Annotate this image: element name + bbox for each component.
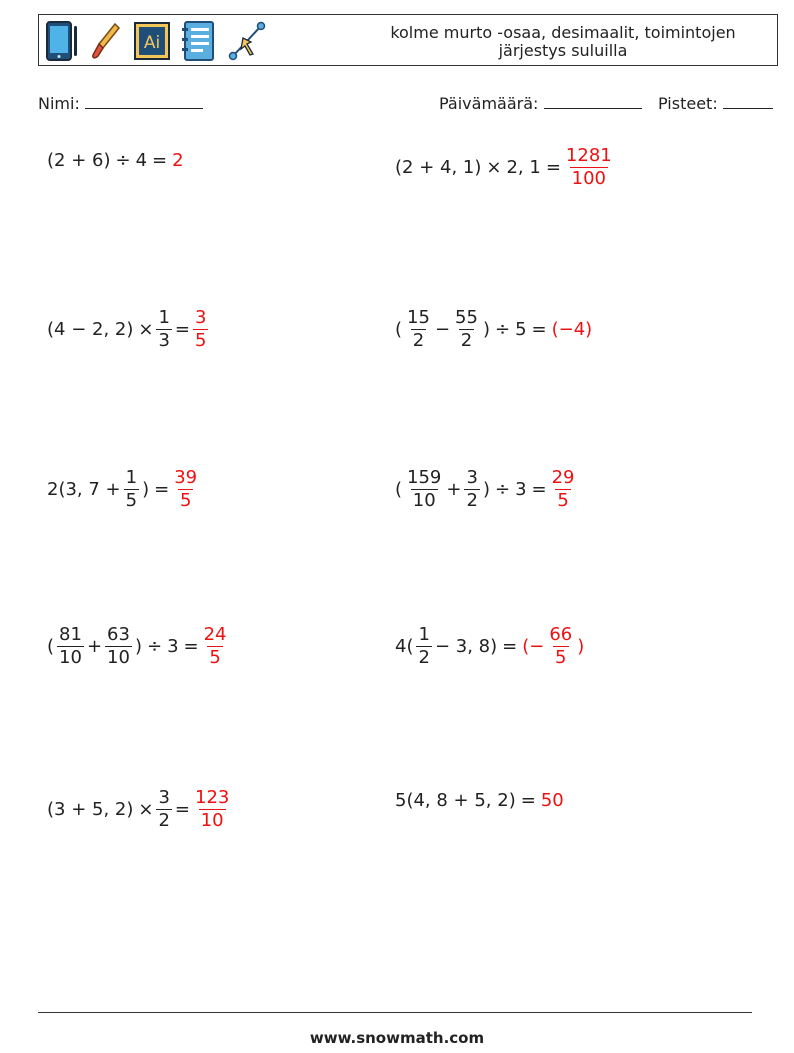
p3-answer-denominator: 5	[195, 330, 207, 351]
p8-equals: =	[502, 636, 518, 657]
p4-inner-operator: −	[434, 319, 451, 340]
p2-expression: (2 + 4, 1)	[395, 157, 482, 178]
p4-close-paren: )	[482, 319, 490, 340]
p4-fraction-1	[405, 308, 432, 351]
p8-answer-close: )	[577, 636, 585, 657]
p6-equals: =	[531, 479, 547, 500]
svg-text:Ai: Ai	[143, 33, 161, 53]
problem-5	[47, 468, 202, 511]
p7-equals: =	[183, 636, 199, 657]
p1-equals: =	[152, 150, 168, 171]
problem-9	[47, 788, 234, 831]
page-title	[363, 24, 763, 60]
problem-2	[395, 146, 617, 189]
p4-fraction-2	[453, 308, 480, 351]
p2-equals: =	[545, 157, 561, 178]
p7-open-paren: (	[47, 636, 55, 657]
p6-fraction-2-denominator: 2	[466, 490, 478, 511]
p7-answer-denominator: 5	[209, 647, 221, 668]
p4-fraction-1-denominator: 2	[412, 330, 425, 351]
p5-expression: 2(3, 7 +	[47, 479, 121, 500]
p8-answer-denominator: 5	[555, 647, 567, 668]
p10-equals: =	[520, 790, 536, 811]
p6-answer-denominator: 5	[557, 490, 569, 511]
p7-answer-numerator: 24	[203, 624, 227, 645]
p4-fraction-1-numerator: 15	[407, 307, 430, 328]
p9-fraction	[156, 788, 171, 831]
p3-answer	[193, 308, 208, 351]
p10-expression: 5(4, 8 + 5, 2)	[395, 790, 516, 811]
p3-operator: ×	[138, 319, 154, 340]
p6-close-paren: )	[482, 479, 490, 500]
p8-fraction-numerator: 1	[418, 624, 430, 645]
p6-operand: 3	[515, 479, 527, 500]
p7-answer	[202, 625, 229, 668]
name-label: Nimi:	[38, 94, 80, 113]
p6-fraction-2-numerator: 3	[466, 467, 478, 488]
problem-1	[47, 150, 184, 171]
p7-fraction-1-numerator: 81	[59, 624, 82, 645]
p9-fraction-numerator: 3	[158, 787, 170, 808]
p7-inner-operator: +	[86, 636, 103, 657]
p7-fraction-2-numerator: 63	[107, 624, 130, 645]
date-field	[439, 94, 642, 113]
problem-8	[395, 625, 584, 668]
date-label: Päivämäärä:	[439, 94, 539, 113]
p1-answer: 2	[172, 150, 184, 171]
p7-fraction-1	[57, 625, 84, 668]
p5-answer	[172, 468, 199, 511]
problem-6	[395, 468, 580, 511]
p2-answer-denominator: 100	[571, 168, 606, 189]
p10-answer: 50	[540, 790, 564, 811]
tablet-icon	[45, 20, 79, 62]
p5-equals: =	[154, 479, 170, 500]
p7-operand: 3	[167, 636, 179, 657]
p9-answer	[193, 788, 231, 831]
p4-fraction-2-numerator: 55	[455, 307, 478, 328]
title-line-1: kolme murto -osaa, desimaalit, toimintojen	[390, 23, 736, 42]
footer-divider	[38, 1012, 752, 1013]
p3-fraction	[156, 308, 171, 351]
notebook-icon	[181, 20, 217, 62]
header-box	[38, 14, 778, 66]
p1-expression: (2 + 6)	[47, 150, 111, 171]
icon-strip	[45, 19, 267, 63]
p1-operand: 4	[135, 150, 148, 171]
p8-fraction-denominator: 2	[418, 647, 430, 668]
problem-3	[47, 308, 211, 351]
problem-7	[47, 625, 232, 668]
p8-answer-numerator: 66	[549, 624, 573, 645]
p5-fraction-denominator: 5	[125, 490, 138, 511]
p3-expression: (4 − 2, 2)	[47, 319, 134, 340]
p3-fraction-numerator: 1	[158, 307, 170, 328]
p7-fraction-2	[105, 625, 132, 668]
illustrator-icon	[133, 20, 171, 62]
problem-4	[395, 308, 592, 351]
p2-operand: 2, 1	[506, 157, 541, 178]
p3-answer-numerator: 3	[195, 307, 207, 328]
p7-fraction-2-denominator: 10	[107, 647, 130, 668]
p5-answer-denominator: 5	[179, 490, 192, 511]
paintbrush-icon	[89, 20, 123, 62]
p6-fraction-1-denominator: 10	[412, 490, 436, 511]
p6-fraction-1	[405, 468, 443, 511]
p6-inner-operator: +	[446, 479, 462, 500]
name-blank[interactable]	[85, 94, 203, 109]
p8-answer-open: (−	[522, 636, 545, 657]
score-label: Pisteet:	[658, 94, 718, 113]
p6-answer-numerator: 29	[551, 467, 575, 488]
name-field	[38, 94, 203, 113]
p8-suffix: − 3, 8)	[434, 636, 498, 657]
p5-answer-numerator: 39	[174, 467, 198, 488]
p9-fraction-denominator: 2	[158, 810, 170, 831]
date-blank[interactable]	[544, 94, 642, 109]
p9-answer-numerator: 123	[195, 787, 230, 808]
p2-operator: ×	[486, 157, 502, 178]
p8-answer-fraction	[547, 625, 574, 668]
p3-fraction-denominator: 3	[158, 330, 170, 351]
p6-open-paren: (	[395, 479, 403, 500]
p8-fraction	[416, 625, 431, 668]
p5-fraction-numerator: 1	[125, 467, 138, 488]
score-field	[658, 94, 773, 113]
p8-prefix: 4(	[395, 636, 414, 657]
p4-open-paren: (	[395, 319, 403, 340]
p2-answer-numerator: 1281	[565, 145, 612, 166]
p8-answer	[522, 625, 584, 668]
p7-close-paren: )	[134, 636, 142, 657]
p9-expression: (3 + 5, 2)	[47, 799, 134, 820]
p2-answer	[564, 146, 614, 189]
p5-fraction	[124, 468, 139, 511]
p3-equals: =	[174, 319, 191, 340]
p9-answer-denominator: 10	[200, 810, 224, 831]
vector-pen-icon	[227, 20, 267, 62]
p4-operator: ÷	[494, 319, 511, 340]
p4-operand: 5	[515, 319, 527, 340]
p1-operator: ÷	[115, 150, 131, 171]
p6-answer	[550, 468, 577, 511]
p9-operator: ×	[138, 799, 154, 820]
p7-operator: ÷	[146, 636, 163, 657]
p7-fraction-1-denominator: 10	[59, 647, 82, 668]
footer-url[interactable]: www.snowmath.com	[309, 1029, 485, 1047]
p4-answer: (−4)	[551, 319, 593, 340]
score-blank[interactable]	[723, 94, 773, 109]
p6-operator: ÷	[494, 479, 511, 500]
p4-equals: =	[531, 319, 547, 340]
p5-close-paren: )	[142, 479, 150, 500]
p9-equals: =	[174, 799, 191, 820]
title-line-2: järjestys suluilla	[498, 41, 628, 60]
p4-fraction-2-denominator: 2	[460, 330, 473, 351]
p6-fraction-2	[464, 468, 479, 511]
problem-10	[395, 790, 564, 811]
p6-fraction-1-numerator: 159	[407, 467, 442, 488]
